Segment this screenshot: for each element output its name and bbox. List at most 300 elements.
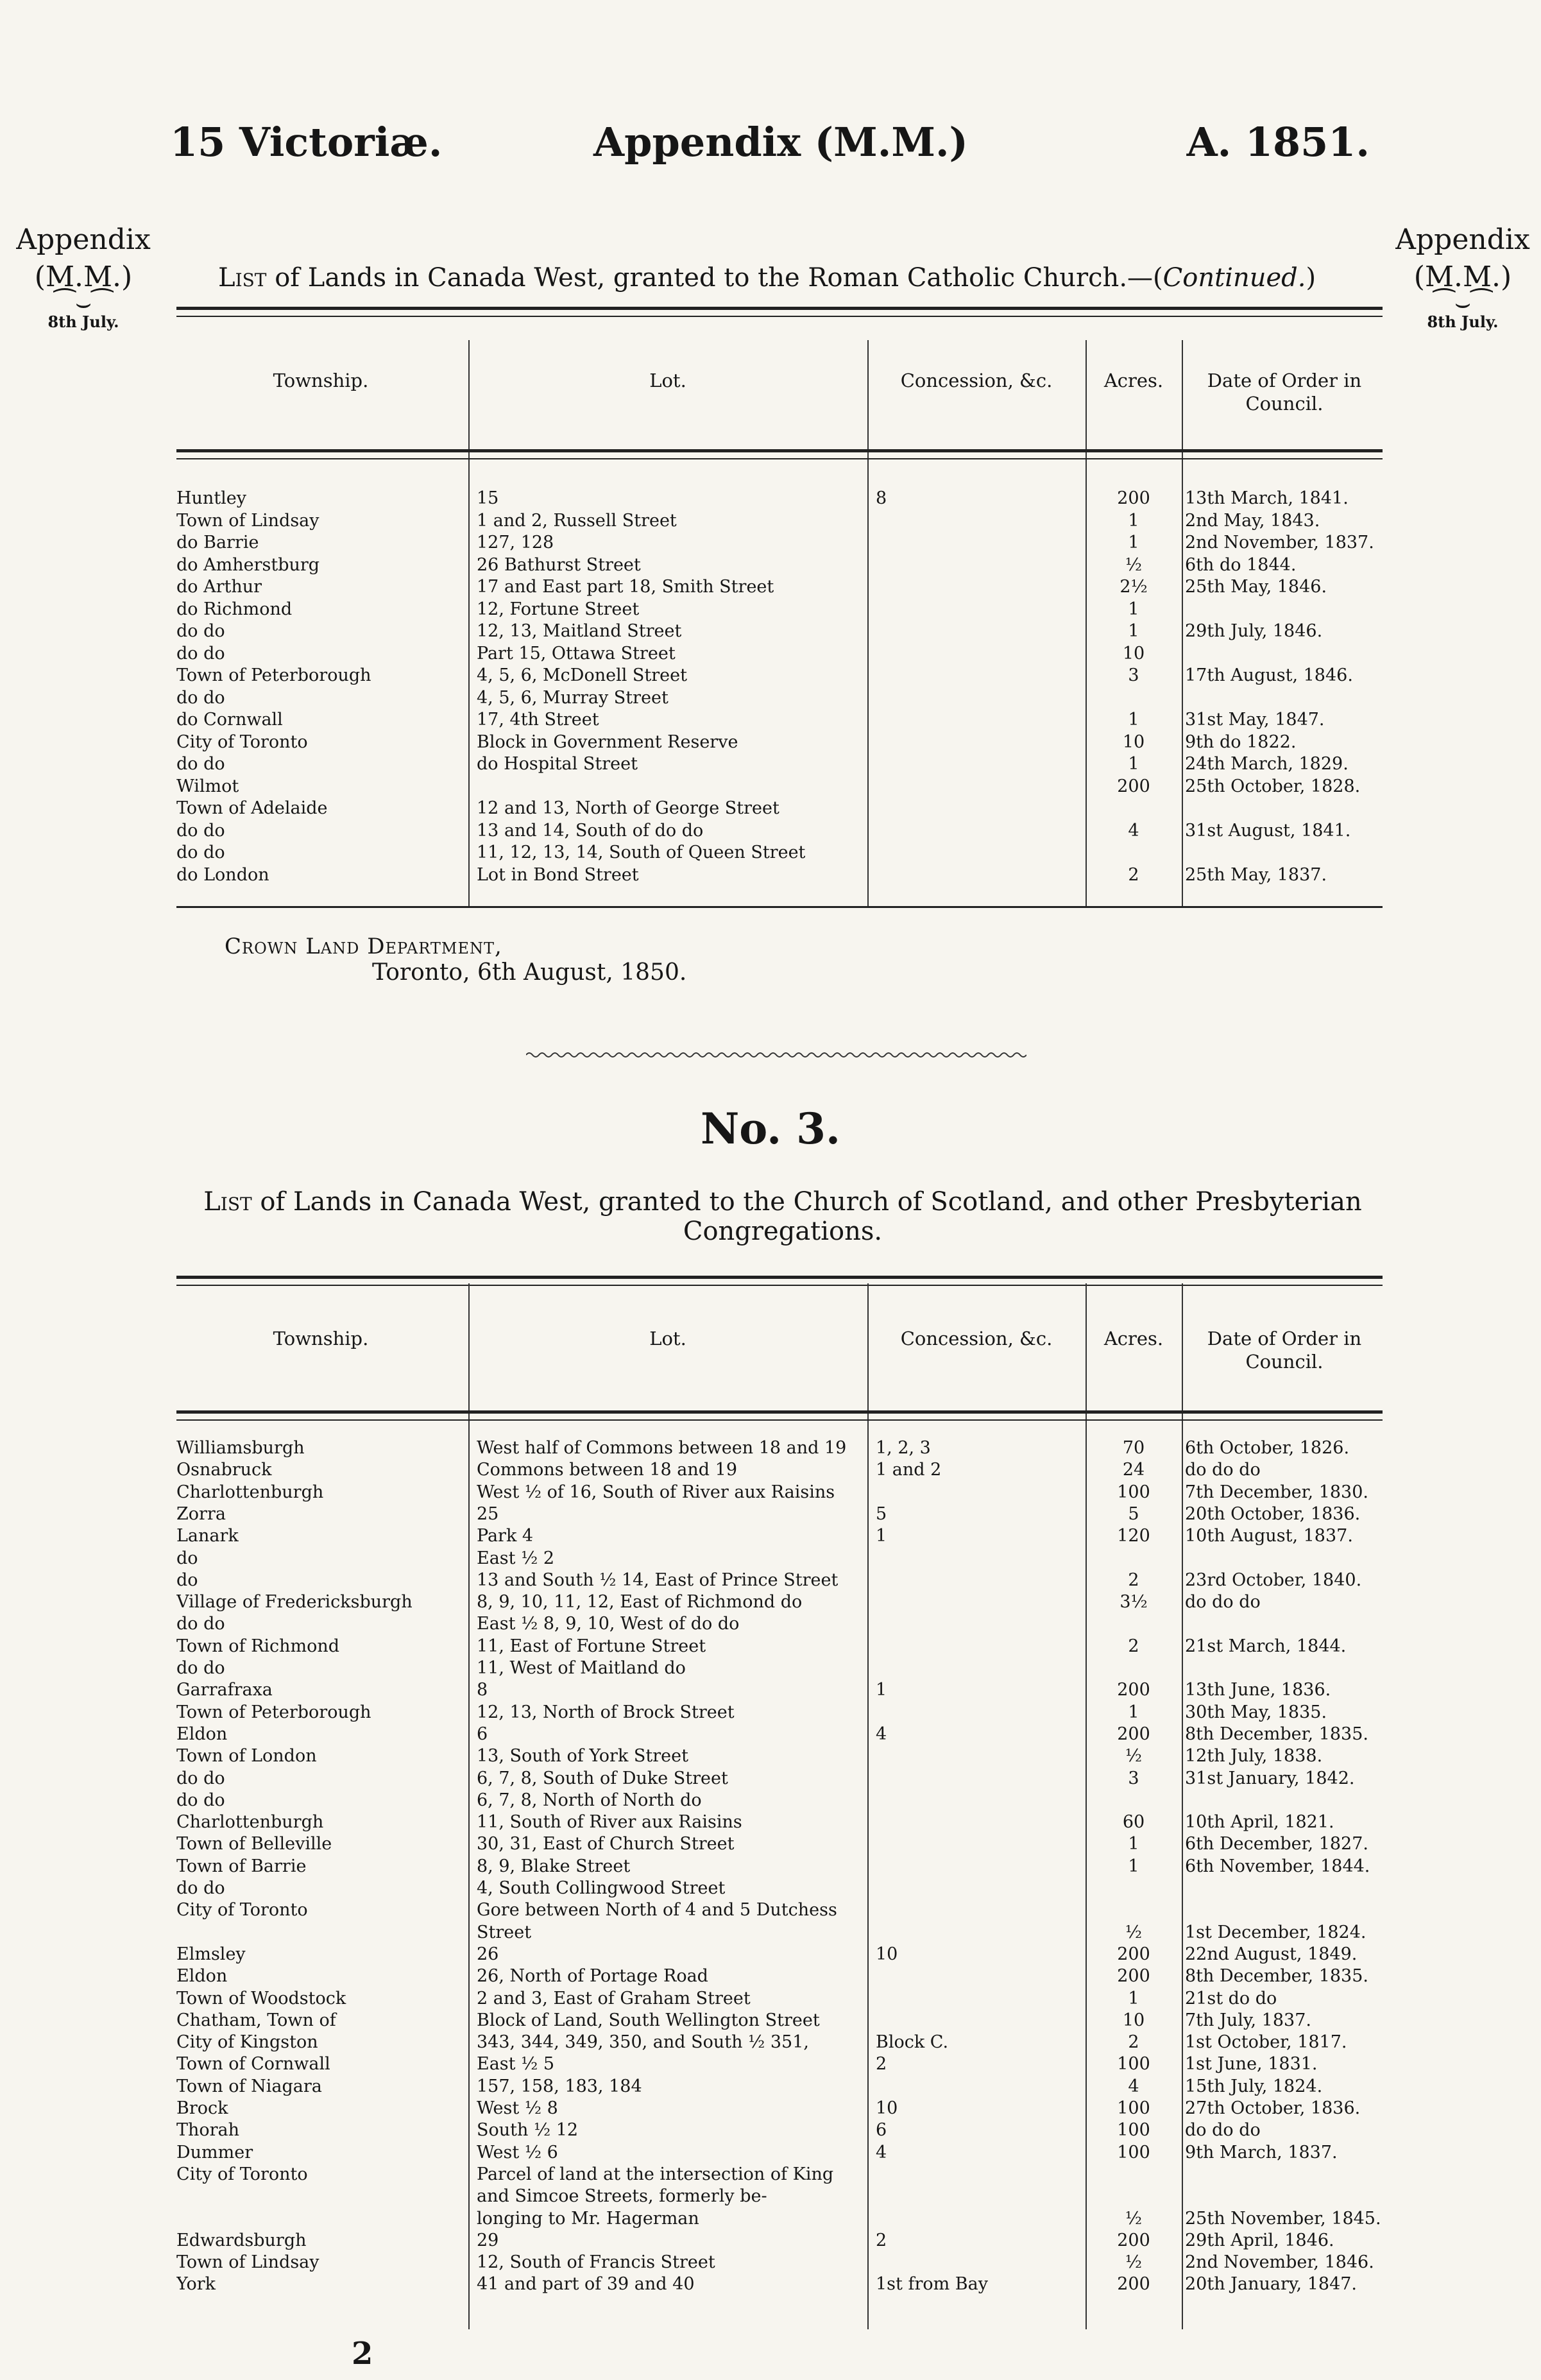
cell-lot: 4, 5, 6, McDonell Street [477, 665, 687, 685]
table-row [0, 1944, 1541, 1965]
table-row [0, 1613, 1541, 1634]
table-row [0, 2010, 1541, 2031]
cell-lot: Block of Land, South Wellington Street [477, 2010, 820, 2030]
cell-date: 21st do do [1185, 1988, 1277, 2008]
cell-acres: ½ [1125, 2208, 1143, 2229]
table-row [0, 1988, 1541, 2009]
cell-lot: Park 4 [477, 1526, 534, 1546]
cell-township: Charlottenburgh [176, 1482, 324, 1502]
cell-township: do London [176, 864, 269, 885]
cell-acres: 5 [1128, 1503, 1139, 1524]
table-row [0, 2076, 1541, 2097]
cell-acres: 1 [1128, 533, 1139, 552]
cell-conc: 1, 2, 3 [876, 1438, 931, 1458]
table-row [0, 1636, 1541, 1657]
cell-township: Town of Cornwall [176, 2054, 330, 2075]
column-header: Date of Order in Council. [1207, 370, 1362, 415]
cell-lot: 41 and part of 39 and 40 [477, 2274, 695, 2295]
cell-lot: 157, 158, 183, 184 [477, 2076, 642, 2096]
cell-date: 30th May, 1835. [1185, 1702, 1327, 1722]
table-row [0, 1922, 1541, 1943]
table-row [0, 1965, 1541, 1987]
cell-date: 8th December, 1835. [1185, 1966, 1368, 1987]
cell-lot: 8 [477, 1680, 488, 1700]
cell-acres: 10 [1122, 732, 1145, 752]
cell-township: do do [176, 643, 225, 663]
cell-lot: 25 [477, 1503, 499, 1524]
cell-acres: 4 [1128, 820, 1139, 841]
table-row [0, 798, 1541, 819]
cell-lot: Part 15, Ottawa Street [477, 643, 676, 663]
margin-date: 8th July. [1427, 312, 1499, 331]
cell-acres: 200 [1117, 1966, 1150, 1987]
cell-date: 10th August, 1837. [1185, 1526, 1353, 1546]
table-row [0, 2142, 1541, 2163]
cell-lot: 26 Bathurst Street [477, 554, 641, 575]
cell-lot: 343, 344, 349, 350, and South ½ 351, [477, 2032, 809, 2053]
cell-township: do do [176, 820, 225, 841]
cell-acres: 200 [1117, 776, 1150, 796]
page-number: 2 [352, 2336, 373, 2372]
cell-date: 9th do 1822. [1185, 732, 1297, 752]
cell-lot: East ½ 5 [477, 2054, 555, 2075]
cell-lot: West ½ of 16, South of River aux Raisins [477, 1482, 835, 1502]
cell-township: Eldon [176, 1724, 228, 1744]
cell-date: 2nd November, 1846. [1185, 2252, 1374, 2273]
cell-lot: West half of Commons between 18 and 19 [477, 1438, 847, 1458]
cell-acres: ½ [1125, 2252, 1143, 2273]
cell-township: Wilmot [176, 776, 239, 796]
cell-township: do do [176, 843, 225, 862]
cell-date: 12th July, 1838. [1185, 1746, 1323, 1767]
cell-date: 2nd November, 1837. [1185, 533, 1374, 552]
cell-date: 29th July, 1846. [1185, 621, 1323, 641]
cell-township: do Barrie [176, 533, 259, 552]
cell-conc: 6 [876, 2120, 887, 2141]
cell-acres: 4 [1128, 2076, 1139, 2096]
department-name: Crown Land Department, [225, 934, 502, 959]
cell-acres: 100 [1117, 2120, 1150, 2141]
table-row [0, 510, 1541, 531]
cell-acres: 2 [1128, 1570, 1139, 1590]
cell-conc: 5 [876, 1503, 887, 1524]
cell-lot: West ½ 8 [477, 2098, 558, 2118]
cell-township: Eldon [176, 1966, 228, 1987]
cell-date: 6th do 1844. [1185, 554, 1297, 575]
table-row [0, 1482, 1541, 1503]
cell-acres: 2½ [1120, 577, 1148, 597]
cell-date: 23rd October, 1840. [1185, 1570, 1362, 1590]
table2-caption [192, 1187, 1373, 1246]
caption-lead: List [218, 263, 267, 293]
cell-township: Huntley [176, 488, 247, 508]
cell-lot: and Simcoe Streets, formerly be- [477, 2186, 767, 2207]
margin-label: Appendix [1395, 223, 1530, 256]
cell-date: 6th November, 1844. [1185, 1856, 1370, 1876]
cell-date: do do do [1185, 1592, 1261, 1613]
table-row [0, 2032, 1541, 2053]
table-row [0, 1768, 1541, 1789]
table-row [0, 820, 1541, 841]
signature-block [225, 934, 686, 986]
cell-lot: East ½ 8, 9, 10, West of do do [477, 1614, 740, 1634]
cell-township: Town of Peterborough [176, 1702, 371, 1722]
table-row [0, 2186, 1541, 2207]
table-row [0, 2098, 1541, 2119]
cell-acres: 2 [1128, 864, 1139, 885]
cell-date: 31st May, 1847. [1185, 710, 1325, 730]
table-row [0, 2053, 1541, 2075]
cell-date: 7th July, 1837. [1185, 2010, 1311, 2030]
cell-township: Town of Belleville [176, 1834, 332, 1854]
cell-acres: 100 [1117, 2098, 1150, 2118]
cell-township: Town of Richmond [176, 1636, 340, 1656]
cell-acres: 2 [1128, 1636, 1139, 1656]
cell-acres: 24 [1122, 1460, 1145, 1480]
cell-conc: 10 [876, 2098, 898, 2118]
column-header: Acres. [1103, 370, 1164, 391]
cell-conc: Block C. [876, 2032, 949, 2053]
cell-acres: 200 [1117, 2230, 1150, 2250]
section-number: No. 3. [700, 1104, 841, 1154]
column-header: Lot. [649, 1328, 686, 1349]
cell-lot: 6 [477, 1724, 488, 1744]
table-row [0, 753, 1541, 775]
cell-township: Garrafraxa [176, 1680, 273, 1700]
table-row [0, 1899, 1541, 1921]
column-header: Date of Order in Council. [1207, 1328, 1362, 1373]
cell-conc: 2 [876, 2230, 887, 2250]
cell-lot: 13, South of York Street [477, 1746, 688, 1767]
table-row [0, 1525, 1541, 1546]
table-row [0, 1702, 1541, 1723]
table2-top-rule [176, 1276, 1383, 1286]
cell-date: 20th January, 1847. [1185, 2274, 1358, 2295]
cell-acres: 1 [1128, 1988, 1139, 2008]
table-row [0, 2273, 1541, 2295]
column-header: Township. [273, 370, 369, 391]
cell-lot: 17, 4th Street [477, 710, 599, 730]
cell-lot: 26, North of Portage Road [477, 1966, 708, 1987]
cell-date: 20th October, 1836. [1185, 1503, 1361, 1524]
table-row [0, 732, 1541, 753]
cell-township: City of Kingston [176, 2032, 318, 2053]
cell-acres: 200 [1117, 1724, 1150, 1744]
column-header: Township. [273, 1328, 369, 1349]
cell-lot: 17 and East part 18, Smith Street [477, 577, 774, 597]
cell-lot: Gore between North of 4 and 5 Dutchess [477, 1900, 837, 1921]
table-row [0, 1745, 1541, 1767]
caption-lead: List [203, 1187, 252, 1217]
table-row [0, 1437, 1541, 1459]
table1-caption [218, 263, 1322, 293]
cell-township: do do [176, 1878, 225, 1898]
table-row [0, 488, 1541, 509]
cell-date: 1st October, 1817. [1185, 2032, 1347, 2053]
cell-acres: 1 [1128, 754, 1139, 774]
cell-township: Dummer [176, 2142, 253, 2162]
cell-township: Town of Peterborough [176, 665, 371, 685]
cell-township: do [176, 1570, 198, 1590]
table-row [0, 532, 1541, 553]
cell-date: 1st December, 1824. [1185, 1922, 1366, 1942]
cell-township: do do [176, 1790, 225, 1810]
table-row [0, 2164, 1541, 2185]
cell-lot: 12, Fortune Street [477, 599, 640, 619]
cell-lot: 12, 13, Maitland Street [477, 621, 682, 641]
margin-note-left [6, 221, 160, 333]
margin-label-code: (M.M.) [34, 261, 133, 293]
table-row [0, 687, 1541, 708]
cell-date: do do do [1185, 2120, 1261, 2141]
cell-conc: 1 and 2 [876, 1460, 942, 1480]
appendix-title: Appendix (M.M.) [593, 119, 968, 166]
table-row [0, 1878, 1541, 1899]
cell-township: Elmsley [176, 1944, 246, 1964]
table1-bottom-rule [176, 906, 1383, 908]
cell-acres: 1 [1128, 621, 1139, 641]
cell-lot: 12, 13, North of Brock Street [477, 1702, 735, 1722]
table-row [0, 2119, 1541, 2141]
cell-date: 25th November, 1845. [1185, 2208, 1381, 2229]
cell-acres: 1 [1128, 1834, 1139, 1854]
cell-township: do Arthur [176, 577, 262, 597]
cell-township: Village of Fredericksburgh [176, 1592, 413, 1613]
cell-conc: 4 [876, 1724, 887, 1744]
ornamental-divider [526, 1051, 1026, 1059]
cell-date: 22nd August, 1849. [1185, 1944, 1358, 1964]
cell-township: City of Toronto [176, 2164, 308, 2184]
cell-acres: 10 [1122, 2010, 1145, 2030]
cell-acres: 1 [1128, 510, 1139, 531]
cell-date: 25th October, 1828. [1185, 776, 1361, 796]
table-row [0, 1657, 1541, 1679]
margin-date: 8th July. [47, 312, 119, 331]
table-row [0, 665, 1541, 686]
cell-date: 6th December, 1827. [1185, 1834, 1368, 1854]
cell-township: Charlottenburgh [176, 1812, 324, 1833]
table-row [0, 1811, 1541, 1833]
session-label: 15 Victoriæ. [170, 119, 443, 166]
cell-lot: 8, 9, Blake Street [477, 1856, 631, 1876]
table-row [0, 643, 1541, 664]
cell-date: do do do [1185, 1460, 1261, 1480]
column-header: Concession, &c. [900, 1328, 1053, 1349]
margin-label: Appendix [16, 223, 151, 256]
cell-township: York [176, 2274, 216, 2295]
cell-township: do Cornwall [176, 710, 283, 730]
table-row [0, 709, 1541, 730]
cell-lot: 8, 9, 10, 11, 12, East of Richmond do [477, 1592, 803, 1613]
cell-lot: 127, 128 [477, 533, 554, 552]
table-row [0, 554, 1541, 576]
year-label: A. 1851. [1186, 119, 1370, 166]
cell-lot: 12, South of Francis Street [477, 2252, 715, 2273]
caption-text-line2: Congregations. [683, 1217, 883, 1246]
cell-township: do do [176, 621, 225, 641]
table-row [0, 1790, 1541, 1811]
table-row [0, 576, 1541, 597]
cell-acres: 3½ [1120, 1592, 1148, 1613]
cell-lot: 12 and 13, North of George Street [477, 798, 779, 818]
cell-township: Osnabruck [176, 1460, 272, 1480]
cell-lot: East ½ 2 [477, 1548, 555, 1568]
cell-date: 17th August, 1846. [1185, 665, 1353, 685]
cell-township: Town of Woodstock [176, 1988, 346, 2008]
cell-lot: 11, East of Fortune Street [477, 1636, 706, 1656]
cell-conc: 1 [876, 1526, 887, 1546]
table-row [0, 621, 1541, 642]
table-row [0, 1591, 1541, 1613]
flourish-icon: ⁀⌣⁀ [54, 289, 113, 318]
cell-acres: 100 [1117, 2054, 1150, 2075]
cell-date: 27th October, 1836. [1185, 2098, 1361, 2118]
cell-township: do Amherstburg [176, 554, 320, 575]
cell-lot: 2 and 3, East of Graham Street [477, 1988, 751, 2008]
cell-acres: 3 [1128, 665, 1139, 685]
caption-continued: Continued. [1162, 263, 1306, 293]
cell-lot: South ½ 12 [477, 2120, 579, 2141]
cell-date: 8th December, 1835. [1185, 1724, 1368, 1744]
cell-acres: ½ [1125, 1746, 1143, 1767]
table-row [0, 842, 1541, 863]
cell-township: Town of Adelaide [176, 798, 328, 818]
cell-date: 25th May, 1846. [1185, 577, 1327, 597]
cell-date: 1st June, 1831. [1185, 2054, 1318, 2075]
cell-township: do do [176, 1614, 225, 1634]
cell-lot: West ½ 6 [477, 2142, 558, 2162]
table-row [0, 1724, 1541, 1745]
cell-acres: 200 [1117, 488, 1150, 508]
cell-township: Town of Lindsay [176, 2252, 319, 2273]
table-row [0, 599, 1541, 620]
table-row [0, 1570, 1541, 1591]
cell-acres: 200 [1117, 1680, 1150, 1700]
caption-close: ) [1306, 263, 1316, 293]
cell-lot: 15 [477, 488, 499, 508]
cell-conc: 1 [876, 1680, 887, 1700]
cell-lot: Parcel of land at the intersection of King [477, 2164, 834, 2184]
margin-label-code: (M.M.) [1413, 261, 1512, 293]
cell-acres: ½ [1125, 1922, 1143, 1942]
cell-township: Thorah [176, 2120, 240, 2141]
cell-acres: 100 [1117, 1482, 1150, 1502]
cell-date: 29th April, 1846. [1185, 2230, 1334, 2250]
cell-acres: 1 [1128, 599, 1139, 619]
cell-lot: Lot in Bond Street [477, 864, 639, 885]
table2-head-rule [176, 1410, 1383, 1421]
cell-township: do Richmond [176, 599, 293, 619]
cell-lot: 13 and 14, South of do do [477, 820, 704, 841]
cell-lot: longing to Mr. Hagerman [477, 2208, 699, 2229]
cell-date: 6th October, 1826. [1185, 1438, 1350, 1458]
cell-lot: 29 [477, 2230, 499, 2250]
cell-lot: Block in Government Reserve [477, 732, 738, 752]
cell-conc: 8 [876, 488, 887, 508]
table-row [0, 776, 1541, 797]
cell-township: City of Toronto [176, 1900, 308, 1921]
cell-lot: 13 and South ½ 14, East of Prince Street [477, 1570, 839, 1590]
cell-lot: 6, 7, 8, South of Duke Street [477, 1768, 728, 1788]
cell-township: do do [176, 754, 225, 774]
flourish-icon: ⁀⌣⁀ [1433, 289, 1492, 318]
cell-date: 15th July, 1824. [1185, 2076, 1323, 2096]
column-header: Acres. [1103, 1328, 1164, 1349]
cell-lot: 1 and 2, Russell Street [477, 510, 677, 531]
cell-date: 13th June, 1836. [1185, 1680, 1331, 1700]
department-place-date: Toronto, 6th August, 1850. [372, 959, 687, 986]
table-row [0, 1548, 1541, 1569]
table-row [0, 1833, 1541, 1854]
cell-acres: 70 [1122, 1438, 1145, 1458]
column-header: Lot. [649, 370, 686, 391]
cell-date: 7th December, 1830. [1185, 1482, 1368, 1502]
cell-lot: Street [477, 1922, 532, 1942]
cell-date: 31st January, 1842. [1185, 1768, 1355, 1788]
cell-acres: 120 [1117, 1526, 1150, 1546]
cell-lot: 26 [477, 1944, 499, 1964]
caption-text: of Lands in Canada West, granted to the Church of Scotland, and other Presbyterian [251, 1187, 1362, 1217]
cell-township: Town of Barrie [176, 1856, 307, 1876]
cell-lot: 4, South Collingwood Street [477, 1878, 726, 1898]
cell-acres: ½ [1125, 554, 1143, 575]
table-row [0, 1856, 1541, 1877]
table-row [0, 1503, 1541, 1525]
cell-acres: 60 [1122, 1812, 1145, 1833]
cell-acres: 3 [1128, 1768, 1139, 1788]
column-header: Concession, &c. [900, 370, 1053, 391]
cell-township: do do [176, 1658, 225, 1678]
cell-lot: 11, South of River aux Raisins [477, 1812, 742, 1833]
cell-conc: 1st from Bay [876, 2274, 988, 2295]
cell-lot: 4, 5, 6, Murray Street [477, 687, 668, 708]
cell-lot: do Hospital Street [477, 754, 638, 774]
cell-acres: 10 [1122, 643, 1145, 663]
cell-acres: 1 [1128, 710, 1139, 730]
cell-township: Lanark [176, 1526, 239, 1546]
cell-township: Edwardsburgh [176, 2230, 307, 2250]
cell-acres: 1 [1128, 1856, 1139, 1876]
cell-acres: 1 [1128, 1702, 1139, 1722]
cell-township: City of Toronto [176, 732, 308, 752]
cell-acres: 200 [1117, 1944, 1150, 1964]
cell-township: Williamsburgh [176, 1438, 305, 1458]
cell-date: 25th May, 1837. [1185, 864, 1327, 885]
cell-acres: 100 [1117, 2142, 1150, 2162]
cell-township: Brock [176, 2098, 228, 2118]
cell-township: Chatham, Town of [176, 2010, 336, 2030]
cell-township: Town of Niagara [176, 2076, 322, 2096]
page-header [170, 119, 1370, 176]
cell-date: 24th March, 1829. [1185, 754, 1349, 774]
cell-conc: 2 [876, 2054, 887, 2075]
caption-text: of Lands in Canada West, granted to the Roman Catholic Church.—( [266, 263, 1163, 293]
table-row [0, 1679, 1541, 1700]
cell-date: 13th March, 1841. [1185, 488, 1349, 508]
cell-acres: 200 [1117, 2274, 1150, 2295]
cell-date: 9th March, 1837. [1185, 2142, 1338, 2162]
margin-note-right [1386, 221, 1540, 333]
cell-township: Zorra [176, 1503, 226, 1524]
cell-lot: Commons between 18 and 19 [477, 1460, 738, 1480]
cell-township: do [176, 1548, 198, 1568]
table1-top-rule [176, 307, 1383, 317]
cell-lot: 11, 12, 13, 14, South of Queen Street [477, 843, 806, 862]
cell-conc: 10 [876, 1944, 898, 1964]
cell-acres: 2 [1128, 2032, 1139, 2053]
cell-conc: 4 [876, 2142, 887, 2162]
table-row [0, 2208, 1541, 2229]
